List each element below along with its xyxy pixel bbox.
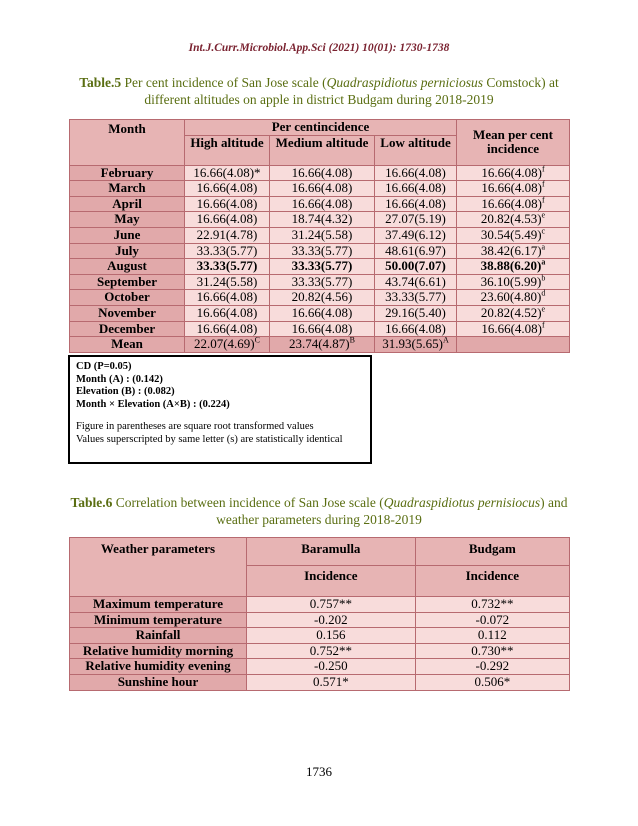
table6 [69, 537, 570, 691]
cell-low: 16.66(4.08) [375, 181, 457, 197]
cell-mean: $16.66(4.08)^f$ [457, 196, 570, 212]
mean-row [70, 337, 570, 353]
cell-medium: 16.66(4.08) [269, 196, 374, 212]
cd-elevation: Elevation (B) : (0.082) [76, 386, 175, 397]
table-row [70, 321, 570, 337]
cd-box [68, 355, 372, 464]
cell-high: 16.66(4.08) [185, 212, 270, 228]
superscript-letter: C [254, 335, 260, 345]
table-row [70, 674, 570, 690]
table-row [70, 227, 570, 243]
superscript-letter: e [541, 304, 546, 314]
table-row [70, 165, 570, 181]
superscript-letter: a [541, 257, 546, 267]
cell-mean: $23.60(4.80)^d$ [457, 290, 570, 306]
cell-baramulla: 0.752** [247, 643, 416, 659]
cell-high: 16.66(4.08) [185, 181, 270, 197]
table-row [70, 612, 570, 628]
cell-mean [457, 337, 570, 353]
superscript-letter: c [541, 226, 546, 236]
cell-low: 48.61(6.97) [375, 243, 457, 259]
cell-high: 16.66(4.08) [185, 305, 270, 321]
cell-month: February [70, 165, 185, 181]
cd-title: CD (P=0.05) [76, 361, 132, 372]
cell-medium: 33.33(5.77) [269, 274, 374, 290]
table6-label: Table.6 [70, 495, 113, 510]
table-row [70, 628, 570, 644]
cell-medium: 16.66(4.08) [269, 321, 374, 337]
cell-low: 29.16(5.40) [375, 305, 457, 321]
cell-high: 31.24(5.58) [185, 274, 270, 290]
journal-header: Int.J.Curr.Microbiol.App.Sci (2021) 10(01): 1730-1738 [188, 42, 450, 54]
table5-body [70, 165, 570, 352]
superscript-letter: f [542, 164, 545, 174]
cell-mean: $16.66(4.08)^f$ [457, 181, 570, 197]
cell-param: Maximum temperature [70, 597, 247, 613]
col-month: Month [70, 120, 185, 166]
cell-param: Rainfall [70, 628, 247, 644]
cell-medium: 18.74(4.32) [269, 212, 374, 228]
col-weather-params: Weather parameters [70, 538, 247, 597]
cell-month: Mean [70, 337, 185, 353]
cell-medium: 31.24(5.58) [269, 227, 374, 243]
cell-month: October [70, 290, 185, 306]
table-row [70, 181, 570, 197]
cell-param: Sunshine hour [70, 674, 247, 690]
cd-note-2: Values superscripted by same letter (s) are statistically identical [76, 433, 343, 445]
col-baramulla: Baramulla [247, 538, 416, 566]
cell-baramulla: -0.202 [247, 612, 416, 628]
cell-mean: $16.66(4.08)^f$ [457, 165, 570, 181]
superscript-letter: e [541, 211, 546, 221]
table5-label: Table.5 [79, 75, 122, 90]
cell-low: 37.49(6.12) [375, 227, 457, 243]
sub-incidence-budgam: Incidence [415, 566, 569, 597]
cell-mean: $20.82(4.53)^e$ [457, 212, 570, 228]
cell-baramulla: 0.571* [247, 674, 416, 690]
cell-medium: 16.66(4.08) [269, 305, 374, 321]
sub-incidence-baramulla: Incidence [247, 566, 416, 597]
col-high: High altitude [185, 135, 270, 165]
table5-caption: Table.5 Per cent incidence of San Jose scale (Quadraspidiotus perniciosus Comstock) at different altitudes on apple in district Budgam during 2018-2019 [79, 75, 559, 107]
superscript-letter: B [349, 335, 355, 345]
species-name-2: Quadraspidiotus pernisiocus [383, 495, 541, 510]
cell-medium: 16.66(4.08) [269, 165, 374, 181]
cell-param: Relative humidity morning [70, 643, 247, 659]
cell-medium: 16.66(4.08) [269, 181, 374, 197]
cell-high: 16.66(4.08)* [185, 165, 270, 181]
page-number: 1736 [306, 764, 332, 779]
superscript-letter: A [442, 335, 449, 345]
cell-low: 50.00(7.07) [375, 259, 457, 275]
cell-budgam: 0.112 [415, 628, 569, 644]
cd-interaction: Month × Elevation (A×B) : (0.224) [76, 398, 230, 410]
col-low: Low altitude [375, 135, 457, 165]
table-row [70, 305, 570, 321]
cell-low: 16.66(4.08) [375, 196, 457, 212]
cell-budgam: -0.072 [415, 612, 569, 628]
cell-baramulla: 0.757** [247, 597, 416, 613]
cd-note-1: Figure in parentheses are square root transformed values [76, 421, 314, 432]
cell-param: Relative humidity evening [70, 659, 247, 675]
cell-high: 16.66(4.08) [185, 290, 270, 306]
col-group: Per centincidence [185, 120, 457, 136]
cell-month: November [70, 305, 185, 321]
table-row [70, 643, 570, 659]
cell-low: $31.93(5.65)^A$ [375, 337, 457, 353]
table6-caption: Table.6 Correlation between incidence of San Jose scale (Quadraspidiotus pernisiocus) and weather parameters during 2018-2019 [70, 495, 568, 527]
cell-budgam: 0.506* [415, 674, 569, 690]
col-medium: Medium altitude [269, 135, 374, 165]
cell-baramulla: -0.250 [247, 659, 416, 675]
cell-budgam: -0.292 [415, 659, 569, 675]
table-row [70, 196, 570, 212]
cd-month: Month (A) : (0.142) [76, 373, 163, 385]
superscript-letter: f [542, 195, 545, 205]
cell-mean: $36.10(5.99)^b$ [457, 274, 570, 290]
cell-month: December [70, 321, 185, 337]
cell-month: May [70, 212, 185, 228]
col-budgam: Budgam [415, 538, 569, 566]
table-row [70, 243, 570, 259]
cell-mean: $30.54(5.49)^c$ [457, 227, 570, 243]
cell-medium: 33.33(5.77) [269, 243, 374, 259]
cell-low: 33.33(5.77) [375, 290, 457, 306]
cell-month: March [70, 181, 185, 197]
table-row [70, 259, 570, 275]
cell-month: June [70, 227, 185, 243]
cell-budgam: 0.732** [415, 597, 569, 613]
col-mean: Mean per cent incidence [457, 120, 570, 166]
cell-medium: 20.82(4.56) [269, 290, 374, 306]
table-row [70, 659, 570, 675]
cell-mean: $16.66(4.08)^f$ [457, 321, 570, 337]
table-row [70, 290, 570, 306]
cell-month: August [70, 259, 185, 275]
cell-baramulla: 0.156 [247, 628, 416, 644]
table-row [70, 274, 570, 290]
cell-low: 43.74(6.61) [375, 274, 457, 290]
cell-param: Minimum temperature [70, 612, 247, 628]
superscript-letter: b [541, 273, 546, 283]
superscript-letter: f [542, 179, 545, 189]
cell-low: 16.66(4.08) [375, 321, 457, 337]
cell-high: 22.91(4.78) [185, 227, 270, 243]
cell-month: July [70, 243, 185, 259]
cell-high: $22.07(4.69)^C$ [185, 337, 270, 353]
cell-low: 27.07(5.19) [375, 212, 457, 228]
cell-high: 16.66(4.08) [185, 196, 270, 212]
table5 [69, 119, 570, 353]
cell-mean: $20.82(4.52)^e$ [457, 305, 570, 321]
cell-high: 33.33(5.77) [185, 259, 270, 275]
cell-medium: 33.33(5.77) [269, 259, 374, 275]
cell-mean: $38.88(6.20)^a$ [457, 259, 570, 275]
superscript-letter: a [541, 242, 546, 252]
cell-low: 16.66(4.08) [375, 165, 457, 181]
cell-high: 33.33(5.77) [185, 243, 270, 259]
cell-budgam: 0.730** [415, 643, 569, 659]
cell-mean: $38.42(6.17)^a$ [457, 243, 570, 259]
species-name: Quadraspidiotus perniciosus [326, 75, 483, 90]
cell-medium: $23.74(4.87)^B$ [269, 337, 374, 353]
table-row [70, 212, 570, 228]
superscript-letter: f [542, 320, 545, 330]
cell-month: April [70, 196, 185, 212]
table-row [70, 597, 570, 613]
cell-month: September [70, 274, 185, 290]
cell-high: 16.66(4.08) [185, 321, 270, 337]
superscript-letter: d [541, 289, 546, 299]
table6-body [70, 597, 570, 691]
